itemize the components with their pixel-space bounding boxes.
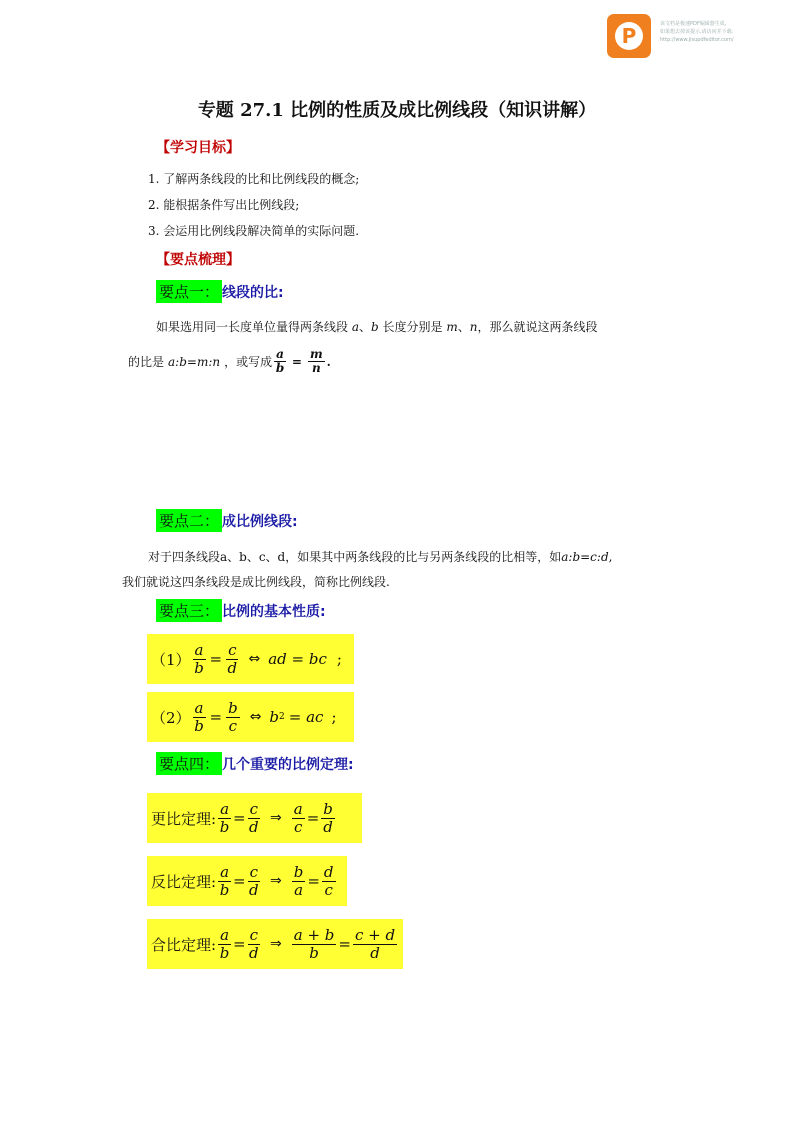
p1-line2-prefix: 的比是 — [128, 355, 165, 370]
point4-title: 几个重要的比例定理: — [222, 756, 354, 773]
prop2-fraction-2 — [226, 700, 240, 734]
summary-heading: 【要点梳理】 — [156, 252, 240, 268]
t1-name: 更比定理: — [151, 809, 217, 828]
t2-f3-den: a — [294, 880, 304, 899]
p2-comma: , — [608, 550, 613, 564]
prop2-end: ; — [331, 708, 337, 726]
t3-name: 合比定理: — [151, 935, 217, 954]
p2-line1: 对于四条线段a、b、c、d，如果其中两条线段的比与另两条线段的比相等，如 — [148, 550, 562, 564]
prop2-index: （2） — [151, 708, 191, 727]
p1-sep: 、 — [359, 320, 372, 334]
point1-label: 要点一： — [156, 280, 222, 303]
prop2-rhs-rest: = ac — [288, 708, 324, 726]
prop1-end: ; — [336, 650, 342, 668]
prop1-index: （1） — [151, 650, 191, 669]
goal-item-2: 2. 能根据条件写出比例线段; — [148, 198, 300, 212]
t1-f2-den: d — [248, 817, 259, 836]
p1-var-b: b — [371, 320, 379, 334]
p1-ratio: a:b=m:n — [168, 354, 221, 369]
watermark-line-3: http://www.jisupdfeditor.com/ — [660, 37, 734, 43]
point2-paragraph-line1 — [148, 548, 612, 565]
point2-paragraph-line2: 我们就说这四条线段是成比例线段，简称比例线段. — [122, 575, 390, 589]
t3-f3-den: b — [309, 943, 319, 962]
t3-fraction-1 — [218, 927, 231, 961]
goal-item-1: 1. 了解两条线段的比和比例线段的概念; — [148, 172, 360, 186]
t3-f2-num: c — [249, 926, 258, 944]
p1-text1: 如果选用同一长度单位量得两条线段 — [156, 320, 349, 334]
t1-fraction-1 — [218, 801, 231, 835]
p1-period: . — [326, 354, 331, 369]
prop2-rhs-exp: 2 — [279, 712, 285, 722]
point1-title: 线段的比: — [222, 284, 284, 301]
theorem-invertendo-box: 反比定理: $\frac{a}{b}$ = $\frac{c}{d}$ ⇒ $\frac{b}{a}$ = $\frac{d}{c}$ — [147, 856, 347, 906]
theorem-componendo-box: 合比定理: $\frac{a}{b}$ = $\frac{c}{d}$ ⇒ $\frac{a + b}{b}$ = $\frac{c + d}{d}$ — [147, 919, 403, 969]
p1-frac-left-den: b — [275, 361, 285, 376]
t1-f1-num: a — [220, 800, 230, 818]
prop2-f1-num: a — [194, 699, 204, 717]
t2-f4-num: d — [323, 863, 334, 881]
t3-fraction-3 — [292, 927, 337, 961]
prop1-f1-den: b — [194, 658, 204, 677]
property-1-box: （1） $\frac{a}{b}$ = $\frac{c}{d}$ ⇔ ad = bc ; — [147, 634, 354, 684]
t2-f1-den: b — [219, 880, 230, 899]
prop2-iff-icon: ⇔ — [249, 709, 262, 725]
prop1-rhs: ad = bc — [268, 650, 327, 668]
watermark-line-1: 该文档是极速PDF编辑器生成, — [660, 21, 727, 27]
p1-text3: ，那么就说这两条线段 — [477, 320, 598, 334]
p1-line2-mid: ，或写成 — [224, 355, 273, 370]
point3-heading — [156, 599, 326, 622]
point4-label: 要点四： — [156, 752, 222, 775]
p1-fraction-left — [274, 348, 286, 375]
prop1-fraction-2 — [226, 642, 238, 676]
prop1-f1-num: a — [194, 641, 204, 659]
t2-f4-den: c — [324, 880, 333, 899]
t2-f3-num: b — [293, 863, 304, 881]
p1-var-m: m — [446, 320, 458, 334]
t2-fraction-3 — [292, 864, 306, 898]
point2-label: 要点二： — [156, 509, 222, 532]
t3-f1-den: b — [219, 943, 230, 962]
point4-heading — [156, 752, 354, 775]
p2-ratio: a:b=c:d — [561, 550, 609, 564]
t1-implies-icon: ⇒ — [270, 810, 282, 826]
property-2-box: （2） $\frac{a}{b}$ = $\frac{b}{c}$ ⇔ b 2 = ac ; — [147, 692, 354, 742]
p1-equals: = — [291, 354, 302, 369]
point3-title: 比例的基本性质: — [222, 603, 326, 620]
point3-label: 要点三： — [156, 599, 222, 622]
t3-fraction-2 — [248, 927, 260, 961]
t1-f4-num: b — [323, 800, 333, 818]
p1-frac-right-den: n — [311, 361, 321, 376]
t2-f1-num: a — [220, 863, 230, 881]
t1-f1-den: b — [219, 817, 230, 836]
t1-f3-den: c — [294, 817, 303, 836]
t1-fraction-4 — [321, 801, 335, 835]
prop1-f2-num: c — [228, 641, 237, 659]
t1-fraction-3 — [292, 801, 305, 835]
p1-sep-2: 、 — [457, 320, 470, 334]
prop1-f2-den: d — [227, 658, 238, 677]
t2-fraction-4 — [322, 864, 336, 898]
watermark-text — [660, 20, 785, 44]
t3-f4-den: d — [370, 943, 380, 962]
theorem-alternando-box: 更比定理: $\frac{a}{b}$ = $\frac{c}{d}$ ⇒ $\frac{a}{c}$ = $\frac{b}{d}$ — [147, 793, 362, 843]
t2-fraction-1 — [218, 864, 231, 898]
p1-text2: 长度分别是 — [382, 320, 443, 334]
point1-paragraph-line1 — [156, 318, 598, 335]
t3-f4-num: c + d — [354, 926, 396, 944]
point1-heading — [156, 280, 284, 303]
prop2-fraction-1 — [193, 700, 206, 734]
t3-f2-den: d — [248, 943, 259, 962]
page-title: 专题 27.1 比例的性质及成比例线段（知识讲解） — [197, 100, 597, 121]
t3-implies-icon: ⇒ — [270, 936, 282, 952]
p1-var-n: n — [469, 320, 478, 334]
prop2-f2-num: b — [228, 699, 238, 717]
goal-item-3: 3. 会运用比例线段解决简单的实际问题. — [148, 224, 360, 238]
p1-frac-left-num: a — [276, 347, 284, 361]
prop1-fraction-1 — [193, 642, 206, 676]
point2-heading — [156, 509, 298, 532]
t1-f2-num: c — [249, 800, 258, 818]
prop2-f1-den: b — [194, 716, 204, 735]
t2-f2-den: d — [248, 880, 259, 899]
t3-f3-num: a + b — [293, 926, 335, 944]
t2-name: 反比定理: — [151, 872, 217, 891]
prop2-rhs-base: b — [269, 708, 280, 726]
t1-fraction-2 — [248, 801, 260, 835]
prop2-f2-den: c — [228, 716, 238, 735]
t1-f3-num: a — [293, 800, 303, 818]
prop1-iff-icon: ⇔ — [248, 651, 261, 667]
t2-f2-num: c — [249, 863, 258, 881]
p1-fraction-right — [308, 348, 325, 375]
t2-implies-icon: ⇒ — [270, 873, 282, 889]
t2-fraction-2 — [248, 864, 260, 898]
p1-frac-right-num: m — [309, 347, 323, 361]
p1-var-a: a — [351, 320, 359, 334]
t3-fraction-4 — [353, 927, 397, 961]
app-logo-icon — [607, 14, 651, 58]
t1-f4-den: d — [323, 817, 333, 836]
t3-f1-num: a — [220, 926, 230, 944]
point2-title: 成比例线段: — [222, 513, 298, 530]
goals-heading: 【学习目标】 — [156, 140, 240, 156]
point1-paragraph-line2 — [128, 348, 331, 375]
watermark-line-2: 如果想去掉该提示,请访问并下载: — [660, 29, 734, 35]
logo-glyph: P — [615, 22, 643, 50]
